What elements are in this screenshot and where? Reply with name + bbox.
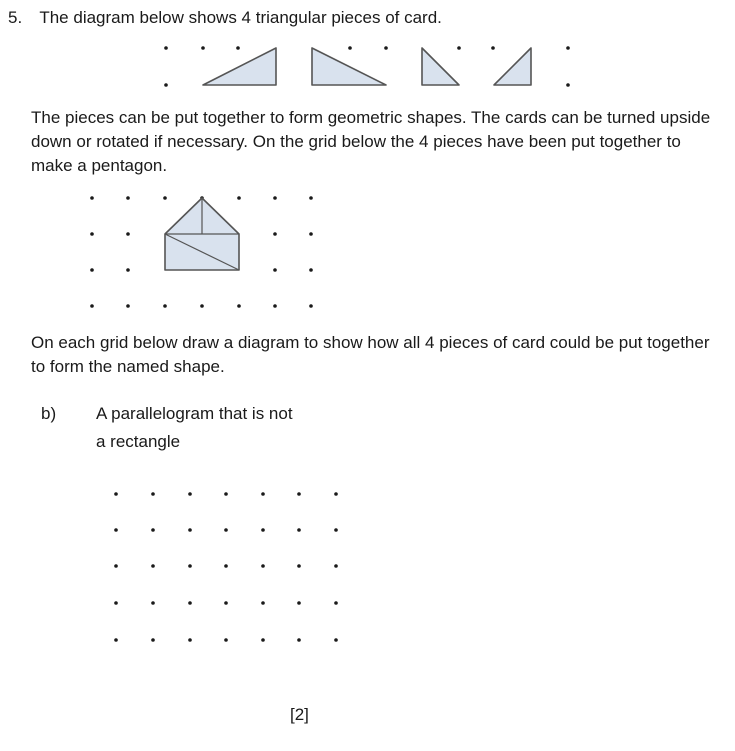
answer-grid-dots [114,492,338,642]
grid-dot [237,304,241,308]
grid-dot [224,601,228,605]
piece-small-triangle-b [494,48,531,85]
grid-dot [188,601,192,605]
grid-dot [273,304,277,308]
grid-dot [188,638,192,642]
grid-dot [273,232,277,236]
piece-large-triangle-b [312,48,386,85]
grid-dot [224,492,228,496]
grid-dot [297,492,301,496]
grid-dot [114,564,118,568]
question-number: 5. [8,8,23,27]
answer-grid[interactable] [0,470,735,670]
question-intro: The diagram below shows 4 triangular pieces of card. [39,8,442,27]
grid-dot [261,564,265,568]
grid-dot [224,564,228,568]
grid-dot [224,528,228,532]
grid-dot [151,601,155,605]
grid-dot [151,528,155,532]
pentagon-shape [165,198,239,270]
grid-dot [309,196,313,200]
piece-small-triangle-a [422,48,459,85]
paragraph-instructions: The pieces can be put together to form geometric shapes. The cards can be turned upside down or rotated if necessary. On the grid below the 4 pieces have been put together to make a pentagon. [31,108,711,175]
grid-dot [126,304,130,308]
grid-dot [237,196,241,200]
grid-dot [90,196,94,200]
pentagon-grid [0,180,735,320]
grid-dot [200,304,204,308]
grid-dot [273,268,277,272]
grid-dot [261,492,265,496]
grid-dot [114,528,118,532]
grid-dot [151,638,155,642]
grid-dot [309,304,313,308]
grid-dot [126,268,130,272]
grid-dot [90,304,94,308]
grid-dot [309,232,313,236]
grid-dot [188,492,192,496]
grid-dot [334,564,338,568]
grid-dot [114,638,118,642]
grid-dot [297,528,301,532]
grid-dot [309,268,313,272]
grid-dot [151,492,155,496]
grid-dot [126,232,130,236]
paragraph-task: On each grid below draw a diagram to show how all 4 pieces of card could be put together to form the named shape. [31,333,710,376]
grid-dot [334,638,338,642]
part-b-text-line2: a rectangle [96,432,181,451]
grid-dot [261,601,265,605]
grid-dot [90,268,94,272]
grid-dot [334,492,338,496]
grid-dot [334,528,338,532]
grid-dot [90,232,94,236]
grid-dot [163,304,167,308]
grid-dot [114,492,118,496]
pieces-diagram [0,0,735,110]
marks-label: [2] [290,705,309,724]
grid-dot [334,601,338,605]
grid-dot [261,638,265,642]
grid-dot [273,196,277,200]
grid-dot [126,196,130,200]
grid-dot [261,528,265,532]
grid-dot [297,601,301,605]
grid-dot [297,638,301,642]
grid-dot [297,564,301,568]
grid-dot [188,528,192,532]
grid-dot [188,564,192,568]
part-b-label: b) [41,404,57,423]
part-b-text-line1: A parallelogram that is not [96,404,293,423]
grid-dot [151,564,155,568]
grid-dot [163,196,167,200]
grid-dot [224,638,228,642]
grid-dot [114,601,118,605]
piece-large-triangle-a [203,48,276,85]
